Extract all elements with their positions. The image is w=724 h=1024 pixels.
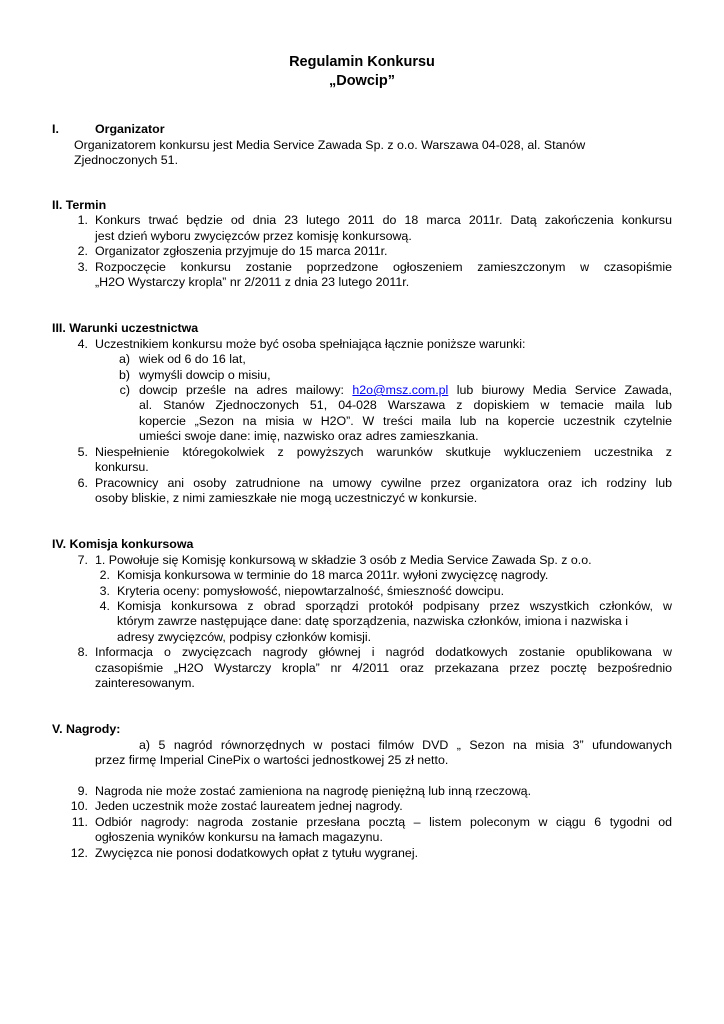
list-item-line: „H2O Wystarczy kropla” nr 2/2011 z dnia 23 lutego 2011r.	[95, 275, 410, 289]
sublist-letter: b)	[118, 368, 130, 382]
list-item-line: ogłoszenia wyników konkursu na łamach magazynu.	[95, 830, 383, 844]
list-item-line: Konkurs trwać będzie od dnia 23 lutego 2011 do 18 marca 2011r. Datą zakończenia konkursu	[95, 213, 672, 227]
list-item-line: jest dzień wyboru zwycięzców przez komisję konkursową.	[95, 229, 412, 243]
list-item-line: Uczestnikiem konkursu może być osoba spełniająca łącznie poniższe warunki:	[95, 337, 526, 351]
section-1-text-line-2: Zjednoczonych 51.	[74, 153, 179, 167]
list-number: 7.	[77, 553, 88, 567]
list-item-line: Informacja o zwycięzcach nagrody głównej i nagród dodatkowych zostanie opublikowana w	[95, 645, 672, 659]
list-item-line: konkursu.	[95, 460, 149, 474]
section-4-heading: IV. Komisja konkursowa	[52, 537, 194, 551]
list-number: 11.	[71, 815, 88, 829]
list-item-line: zainteresowanym.	[95, 676, 195, 690]
list-item-line: czasopiśmie „H2O Wystarczy kropla” nr 4/2011 oraz przekazana przez pocztę bezpośrednio	[95, 661, 672, 675]
sublist-item-line: adresy zwycięzców, podpisy członków komisji.	[117, 630, 372, 644]
sublist-item-line: al. Stanów Zjednoczonych 51, 04-028 Warszawa z dopiskiem w temacie maila lub	[139, 398, 672, 412]
prize-description-line-2: przez firmę Imperial CinePix o wartości jednostkowej 25 zł netto.	[95, 753, 449, 767]
list-number: 9.	[77, 784, 88, 798]
list-number: 10.	[70, 799, 88, 813]
list-number: 2.	[77, 244, 88, 258]
section-5-heading: V. Nagrody:	[52, 722, 121, 736]
section-2-heading: II. Termin	[52, 198, 107, 212]
list-item-line: 1. Powołuje się Komisję konkursową w składzie 3 osób z Media Service Zawada Sp. z o.o.	[95, 553, 592, 567]
sublist-item-line: umieści swoje dane: imię, nazwisko oraz adres zamieszkania.	[139, 429, 479, 443]
sublist-item-line: wymyśli dowcip o misiu,	[139, 368, 271, 382]
list-number: 4.	[77, 337, 88, 351]
list-item-line: Pracownicy ani osoby zatrudnione na umowy cywilne przez organizatora oraz ich rodziny lub	[95, 476, 672, 490]
sublist-item-line: Komisja konkursowa z obrad sporządzi protokół podpisany przez wszystkich członków, w	[117, 599, 672, 613]
sublist-number: 4.	[99, 599, 110, 613]
list-item-line: Nagroda nie może zostać zamieniona na nagrodę pieniężną lub inną rzeczową.	[95, 784, 532, 798]
email-suffix-text: lub biurowy Media Service Zawada,	[456, 383, 673, 397]
sublist-number: 2.	[99, 568, 110, 582]
sublist-item-line: Komisja konkursowa w terminie do 18 marca 2011r. wyłoni zwycięzcę nagrody.	[117, 568, 549, 582]
list-item-line: Zwycięzca nie ponosi dodatkowych opłat z tytułu wygranej.	[95, 846, 419, 860]
list-item-line: Rozpoczęcie konkursu zostanie poprzedzone ogłoszeniem zamieszczonym w czasopiśmie	[95, 260, 672, 274]
list-item-line: Odbiór nagrody: nagroda zostanie przesłana pocztą – listem poleconym w ciągu 6 tygodni od	[95, 815, 672, 829]
section-1-number: I.	[52, 122, 59, 136]
list-item-line: osoby bliskie, z nimi zamieszkałe nie mogą uczestniczyć w konkursie.	[95, 491, 478, 505]
sublist-item-line: Kryteria oceny: pomysłowość, niepowtarzalność, śmieszność dowcipu.	[117, 584, 505, 598]
list-number: 1.	[77, 213, 88, 227]
prize-description-line-1: a) 5 nagród równorzędnych w postaci filmów DVD „ Sezon na misia 3” ufundowanych	[139, 738, 672, 752]
list-item-line: Organizator zgłoszenia przyjmuje do 15 marca 2011r.	[95, 244, 388, 258]
list-number: 6.	[77, 476, 88, 490]
section-1-heading: Organizator	[95, 122, 165, 136]
list-item-line: Niespełnienie któregokolwiek z powyższych warunków skutkuje wykluczeniem uczestnika z	[95, 445, 672, 459]
sublist-item-line: kopercie „Sezon na misia w H2O”. W treści maila lub na kopercie uczestnik czytelnie	[139, 414, 672, 428]
section-1-text-line-1: Organizatorem konkursu jest Media Service Zawada Sp. z o.o. Warszawa 04-028, al. Stanów	[74, 138, 586, 152]
sublist-item-line	[139, 383, 672, 398]
sublist-item-line: wiek od 6 do 16 lat,	[139, 352, 246, 366]
email-prefix-text: dowcip prześle na adres mailowy:	[139, 383, 344, 397]
list-number: 5.	[77, 445, 88, 459]
sublist-number: 3.	[99, 584, 110, 598]
list-number: 8.	[77, 645, 88, 659]
document-subtitle: „Dowcip”	[328, 73, 396, 89]
list-number: 3.	[77, 260, 88, 274]
list-number: 12.	[70, 846, 88, 860]
sublist-letter: a)	[118, 352, 130, 366]
sublist-item-line: którym zawrze następujące dane: datę sporządzenia, nazwiska członków, imiona i nazwiska i	[117, 614, 629, 628]
list-item-line: Jeden uczestnik może zostać laureatem jednej nagrody.	[95, 799, 403, 813]
section-3-heading: III. Warunki uczestnictwa	[52, 321, 199, 335]
email-link[interactable]: h2o@msz.com.pl	[352, 383, 449, 397]
document-title: Regulamin Konkursu	[289, 54, 435, 70]
sublist-letter: c)	[119, 383, 130, 397]
